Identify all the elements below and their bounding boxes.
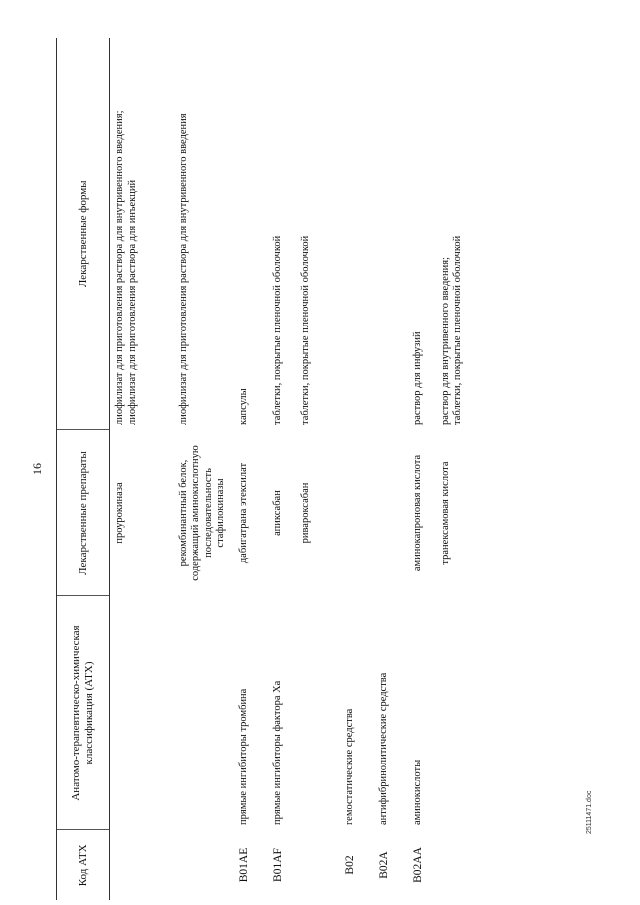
preparation-cell: аминокапроновая кислота <box>411 454 423 572</box>
forms-cell: таблетки, покрытые пленочной оболочкой <box>299 235 311 425</box>
code-cell <box>296 830 340 900</box>
code-cell: B02A <box>377 851 390 879</box>
table-row <box>234 38 268 900</box>
forms-cell <box>340 38 374 430</box>
classification-cell: антифибринолитические средства <box>377 672 389 825</box>
classification-cell: аминокислоты <box>411 759 423 825</box>
header-code: Код АТХ <box>57 830 110 900</box>
classification-cell: гемостатические средства <box>343 708 355 825</box>
forms-cell <box>374 38 408 430</box>
table-row <box>374 38 408 900</box>
table-header-row <box>57 38 110 900</box>
preparation-cell <box>340 430 374 596</box>
rotated-page <box>30 38 590 900</box>
footer-filename: 25111471.doc <box>586 790 593 834</box>
code-cell <box>174 830 234 900</box>
preparation-cell: рекомбинантный белок, содержащий аминокислотную последовательность стафилокиназы <box>177 445 226 581</box>
atc-table <box>56 38 480 900</box>
table-row <box>110 38 174 900</box>
preparation-cell: проурокиназа <box>114 482 125 544</box>
classification-cell <box>436 596 480 830</box>
table-row <box>340 38 374 900</box>
preparation-cell: апиксабан <box>271 490 283 536</box>
forms-cell: таблетки, покрытые пленочной оболочкой <box>271 235 283 425</box>
header-forms: Лекарственные формы <box>57 38 110 430</box>
forms-cell: раствор для внутривенного введения; таблетки, покрытые пленочной оболочкой <box>439 235 463 425</box>
code-cell: B02 <box>343 855 356 875</box>
preparation-cell: ривароксабан <box>299 482 311 544</box>
forms-cell: раствор для инфузий <box>411 331 423 425</box>
table-row <box>436 38 480 900</box>
code-cell: B02AA <box>411 847 424 883</box>
classification-cell <box>174 596 234 830</box>
header-preparations: Лекарственные препараты <box>57 430 110 596</box>
header-classification: Анатомо-терапевтическо-химическая классификация (АТХ) <box>57 596 110 830</box>
code-cell <box>436 830 480 900</box>
table-body <box>110 38 480 900</box>
table-row <box>268 38 296 900</box>
preparation-cell <box>374 430 408 596</box>
classification-cell: прямые ингибиторы тромбина <box>237 688 249 825</box>
table-row <box>174 38 234 900</box>
classification-cell: прямые ингибиторы фактора Xa <box>271 680 283 825</box>
page-number: 16 <box>30 463 44 475</box>
forms-cell: капсулы <box>237 388 249 425</box>
code-cell <box>110 830 174 900</box>
preparation-cell: дабигатрана этексилат <box>237 462 249 564</box>
preparation-cell: транексамовая кислота <box>439 461 451 565</box>
code-cell: B01AF <box>271 848 284 882</box>
classification-cell <box>110 596 174 830</box>
classification-cell <box>296 596 340 830</box>
table-row <box>408 38 436 900</box>
code-cell: B01AE <box>237 847 250 883</box>
table-row <box>296 38 340 900</box>
forms-cell: лиофилизат для приготовления раствора для внутривенного введения <box>177 113 189 425</box>
forms-cell: лиофилизат для приготовления раствора для внутривенного введения; лиофилизат для приготовления раствора для инъекций <box>114 110 138 425</box>
